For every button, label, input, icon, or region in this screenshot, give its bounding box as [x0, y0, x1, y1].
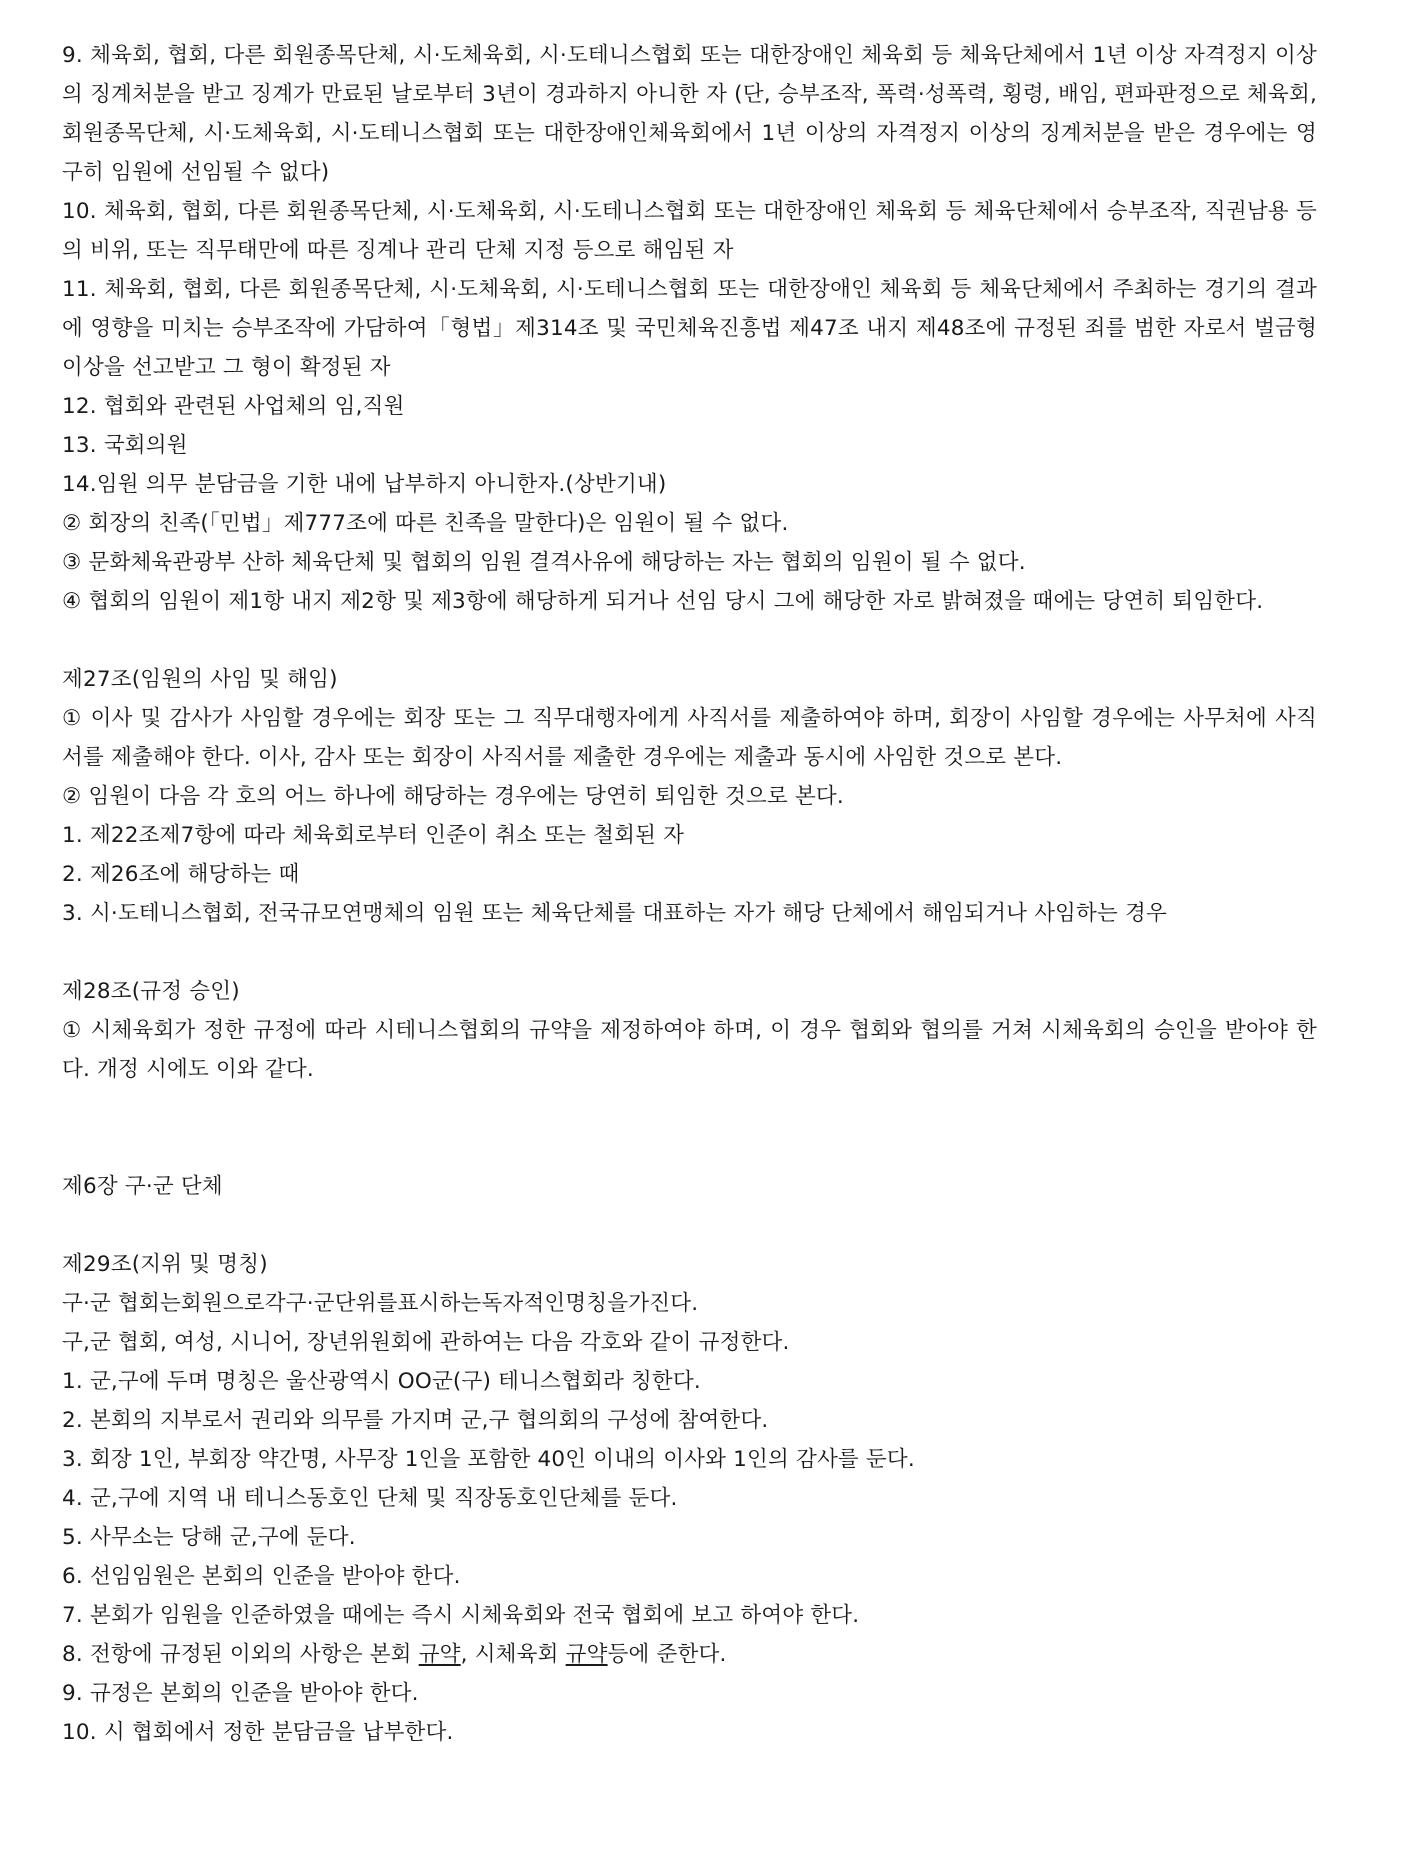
item-8-regulation-ref-2: 규약: [565, 1642, 608, 1667]
clause-2: ② 회장의 친족(「민법」제777조에 따른 친족을 말한다)은 임원이 될 수 없다.: [62, 511, 789, 536]
article-29-title: 제29조(지위 및 명칭): [62, 1252, 268, 1277]
article-29-item-6: 6. 선임임원은 본회의 인준을 받아야 한다.: [62, 1564, 461, 1589]
article-29-item-2: 2. 본회의 지부로서 권리와 의무를 가지며 군,구 협의회의 구성에 참여한다.: [62, 1408, 769, 1433]
article-29-item-8: [62, 1635, 1317, 1674]
item-8-text-middle: , 시체육회: [460, 1642, 566, 1667]
item-8-text-before: 8. 전항에 규정된 이외의 사항은 본회: [62, 1642, 419, 1667]
article-27: [62, 660, 1317, 933]
article-28-title: 제28조(규정 승인): [62, 979, 240, 1004]
article-29-item-5: 5. 사무소는 당해 군,구에 둔다.: [62, 1525, 356, 1550]
article-29-item-3: 3. 회장 1인, 부회장 약간명, 사무장 1인을 포함한 40인 이내의 이사와 1인의 감사를 둔다.: [62, 1447, 915, 1472]
article-29-item-10: 10. 시 협회에서 정한 분담금을 납부한다.: [62, 1720, 454, 1745]
article-27-item-3: 3. 시·도테니스협회, 전국규모연맹체의 임원 또는 체육단체를 대표하는 자가 해당 단체에서 해임되거나 사임하는 경우: [62, 901, 1167, 926]
item-14: 14.임원 의무 분담금을 기한 내에 납부하지 아니한자.(상반기내): [62, 472, 667, 497]
item-11: 11. 체육회, 협회, 다른 회원종목단체, 시·도체육회, 시·도테니스협회 또는 대한장애인 체육회 등 체육단체에서 주최하는 경기의 결과에 영향을 미치는 승부조작에 가담하여「형법」제314조 및 국민체육진흥법 제47조 내지 제48조에 규정된 죄를 범한 자로서 벌금형 이상을 선고받고 그 형이 확정된 자: [62, 277, 1317, 380]
chapter-6: [62, 1167, 1317, 1206]
article-29-item-9: 9. 규정은 본회의 인준을 받아야 한다.: [62, 1681, 419, 1706]
clause-4: ④ 협회의 임원이 제1항 내지 제2항 및 제3항에 해당하게 되거나 선임 당시 그에 해당한 자로 밝혀졌을 때에는 당연히 퇴임한다.: [62, 589, 1264, 614]
article-27-clause-1: ① 이사 및 감사가 사임할 경우에는 회장 또는 그 직무대행자에게 사직서를 제출하여야 하며, 회장이 사임할 경우에는 사무처에 사직서를 제출해야 한다. 이사, 감사 또는 회장이 사직서를 제출한 경우에는 제출과 동시에 사임한 것으로 본다.: [62, 706, 1317, 770]
item-10: 10. 체육회, 협회, 다른 회원종목단체, 시·도체육회, 시·도테니스협회 또는 대한장애인 체육회 등 체육단체에서 승부조작, 직권남용 등의 비위, 또는 직무태만에 따른 징계나 관리 단체 지정 등으로 해임된 자: [62, 199, 1317, 263]
item-8-text-after: 등에 준한다.: [607, 1642, 727, 1667]
item-13: 13. 국회의원: [62, 433, 188, 458]
article-28-clause-1: ① 시체육회가 정한 규정에 따라 시테니스협회의 규약을 제정하여야 하며, 이 경우 협회와 협의를 거쳐 시체육회의 승인을 받아야 한다. 개정 시에도 이와 같다.: [62, 1018, 1317, 1082]
chapter-6-title: 제6장 구·군 단체: [62, 1174, 223, 1199]
disqualification-items: [62, 36, 1317, 621]
document-page: [62, 36, 1317, 1752]
article-29-item-1: 1. 군,구에 두며 명칭은 울산광역시 OO군(구) 테니스협회라 칭한다.: [62, 1369, 701, 1394]
item-8-regulation-ref-1: 규약: [418, 1642, 461, 1667]
article-29-para-1: 구·군 협회는회원으로각구·군단위를표시하는독자적인명칭을가진다.: [62, 1291, 699, 1316]
item-12: 12. 협회와 관련된 사업체의 임,직원: [62, 394, 405, 419]
article-29-item-4: 4. 군,구에 지역 내 테니스동호인 단체 및 직장동호인단체를 둔다.: [62, 1486, 678, 1511]
article-27-title: 제27조(임원의 사임 및 해임): [62, 667, 338, 692]
article-27-clause-2: ② 임원이 다음 각 호의 어느 하나에 해당하는 경우에는 당연히 퇴임한 것으로 본다.: [62, 784, 844, 809]
article-29-item-7: 7. 본회가 임원을 인준하였을 때에는 즉시 시체육회와 전국 협회에 보고 하여야 한다.: [62, 1603, 860, 1628]
article-27-item-1: 1. 제22조제7항에 따라 체육회로부터 인준이 취소 또는 철회된 자: [62, 823, 685, 848]
article-27-item-2: 2. 제26조에 해당하는 때: [62, 862, 300, 887]
clause-3: ③ 문화체육관광부 산하 체육단체 및 협회의 임원 결격사유에 해당하는 자는 협회의 임원이 될 수 없다.: [62, 550, 1026, 575]
article-29: [62, 1245, 1317, 1752]
article-28: [62, 972, 1317, 1089]
article-29-para-2: 구,군 협회, 여성, 시니어, 장년위원회에 관하여는 다음 각호와 같이 규정한다.: [62, 1330, 790, 1355]
item-9: 9. 체육회, 협회, 다른 회원종목단체, 시·도체육회, 시·도테니스협회 또는 대한장애인 체육회 등 체육단체에서 1년 이상 자격정지 이상의 징계처분을 받고 징계가 만료된 날로부터 3년이 경과하지 아니한 자 (단, 승부조작, 폭력·성폭력, 횡령, 배임, 편파판정으로 체육회, 회원종목단체, 시·도체육회, 시·도테니스협회 또는 대한장애인체육회에서 1년 이상의 자격정지 이상의 징계처분을 받은 경우에는 영구히 임원에 선임될 수 없다): [62, 43, 1317, 185]
